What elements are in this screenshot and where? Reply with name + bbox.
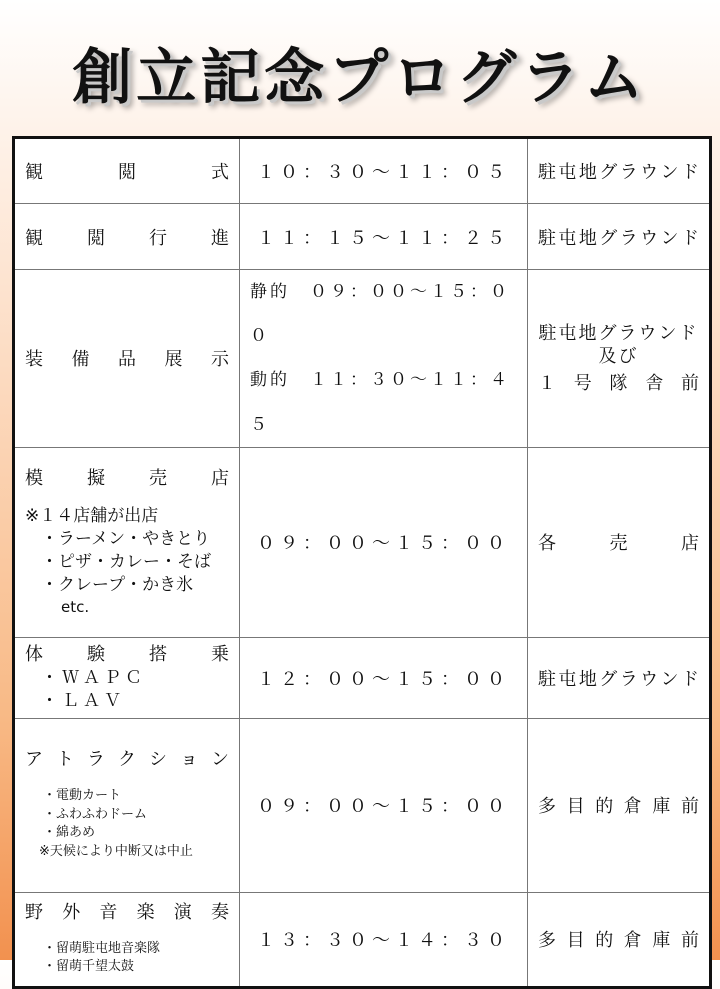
event-note: ・ラーメン・やきとり [41,529,211,550]
table-row [14,637,711,718]
table-row [14,138,711,204]
event-note: ・電動カート [43,787,122,803]
event-time-static: 静的 ０９：００〜１５：００ [250,282,510,347]
event-note: ・ふわふわドーム [43,806,148,822]
event-note: ・綿あめ [43,825,96,841]
event-time: ０９：００〜１５：００ [257,796,510,818]
event-place: 多 目 的 倉 庫 前 [538,930,699,952]
table-row [14,892,711,987]
event-block [15,467,239,617]
event-name: 装 備 品 展 示 [25,349,229,371]
event-note: ※天候により中断又は中止 [39,844,193,860]
event-block [15,643,239,713]
event-name: 観 閲 式 [25,162,229,183]
event-place: 及び [598,346,639,368]
page-title: 創立記念プログラム [72,43,648,113]
event-time: ０９：００〜１５：００ [257,533,510,555]
event-place: 多 目 的 倉 庫 前 [538,796,699,818]
event-place: 各 売 店 [538,533,699,555]
event-name: 観 閲 行 進 [25,227,229,249]
table-row [14,718,711,892]
event-time: １３：３０〜１４：３０ [257,930,510,952]
event-place: 駐 屯 地 グ ラ ウ ン ド [538,227,699,249]
event-note: ・ＬＡＶ [41,690,125,711]
event-place: 駐 屯 地 グ ラ ウ ン ド [538,668,699,690]
event-name: 野 外 音 楽 演 奏 [25,902,229,924]
event-time-dynamic: 動的 １１：３０〜１１：４５ [250,370,510,435]
event-note: ・クレープ・かき氷 [41,575,194,596]
event-place: 駐屯地グラウンド [538,322,699,344]
event-time: １２：００〜１５：００ [257,668,510,690]
event-note: ※１４店舗が出店 [25,506,159,527]
event-name: 模 擬 売 店 [25,468,229,490]
event-name: 体 験 搭 乗 [25,643,229,665]
event-note: ・ＷＡＰＣ [41,667,146,688]
event-time: １１：１５〜１１：２５ [257,227,510,249]
event-time: １０：３０〜１１：０５ [257,162,510,183]
event-block [15,748,239,862]
event-note: ・留萌千望太鼓 [43,959,135,975]
program-table [12,136,712,989]
event-name: ア ト ラ ク シ ョ ン [25,749,229,771]
event-place: １ 号 隊 舎 前 [538,372,699,394]
event-note: ・ピザ・カレー・そば [41,552,211,573]
event-note: ・留萌駐屯地音楽隊 [43,940,161,956]
event-place: 駐 屯 地 グ ラ ウ ン ド [538,162,699,183]
table-row [14,270,711,448]
event-note: etc. [61,598,90,617]
event-block [15,901,239,977]
table-row [14,447,711,637]
table-row [14,204,711,270]
